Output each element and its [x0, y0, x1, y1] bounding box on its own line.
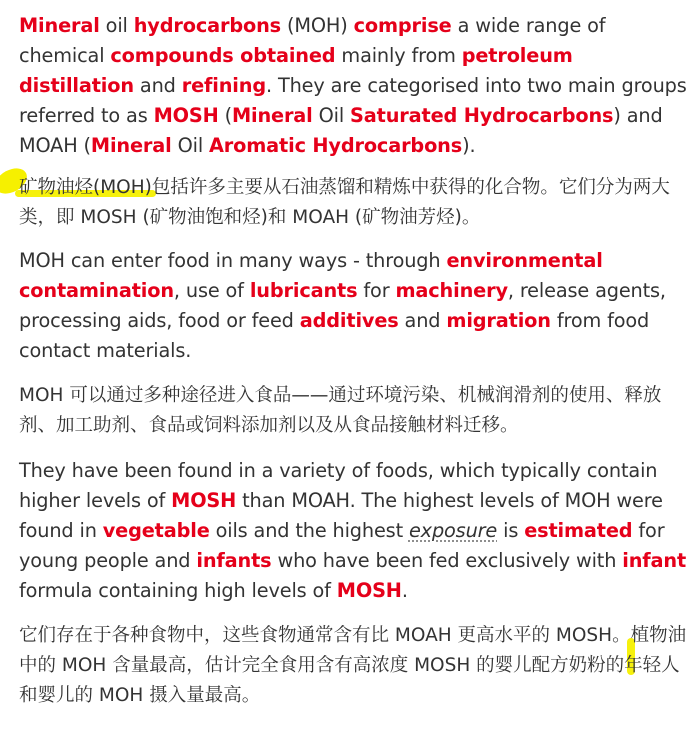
- text-run: 估计完全食用含有高浓度 MOSH 的婴儿配方奶粉的年轻人和婴儿的 MOH 摄入量最高。: [19, 655, 680, 706]
- text-run: 包括许多主要从石油蒸馏和精炼中获得的化合物。它们分为两大类，即 MOSH (矿物油饱和烃)和 MOAH (矿物油芳烃)。: [19, 177, 670, 228]
- text-run: 它们存在于各种食物中，这些食物通常含有比 MOAH 更高水平的 MOSH。: [19, 625, 631, 646]
- text-run: . They are categorised into two main groups referred to as: [19, 74, 687, 127]
- text-run: Oil: [312, 104, 351, 127]
- keyword-term: machinery: [395, 279, 508, 302]
- highlighted-text: 矿物油烃(MOH): [19, 177, 152, 198]
- text-run: and: [398, 309, 447, 332]
- text-run: from food contact materials.: [19, 309, 650, 362]
- glossary-link[interactable]: exposure: [408, 519, 498, 542]
- keyword-term: Mineral: [90, 134, 172, 157]
- keyword-term: estimated: [524, 519, 633, 542]
- keyword-term: additives: [299, 309, 399, 332]
- keyword-term: MOSH: [153, 104, 219, 127]
- keyword-term: comprise: [353, 14, 452, 37]
- text-run: for young people and: [19, 519, 665, 572]
- keyword-term: migration: [446, 309, 551, 332]
- keyword-term: hydrocarbons: [133, 14, 281, 37]
- keyword-term: infants: [196, 549, 272, 572]
- text-run: , use of: [173, 279, 250, 302]
- keyword-term: MOSH: [171, 489, 237, 512]
- paragraph-en-moh-exposure: [19, 456, 690, 606]
- text-run: oils and the highest: [209, 519, 409, 542]
- text-run: MOH can enter food in many ways - through: [19, 249, 447, 272]
- text-run: is: [497, 519, 525, 542]
- paragraph-zh-moh-exposure: [19, 621, 690, 711]
- keyword-term: Mineral: [231, 104, 313, 127]
- paragraph-en-moh-definition: [19, 11, 690, 161]
- text-run: ) and MOAH (: [19, 104, 663, 157]
- keyword-term: Aromatic Hydrocarbons: [209, 134, 463, 157]
- text-run: a wide range of chemical: [19, 14, 606, 67]
- text-run: mainly from: [335, 44, 462, 67]
- keyword-term: lubricants: [249, 279, 358, 302]
- text-run: who have been fed exclusively with: [271, 549, 623, 572]
- text-run: oil: [99, 14, 134, 37]
- paragraph-zh-moh-definition: [19, 173, 690, 233]
- paragraph-zh-moh-sources: [19, 381, 690, 441]
- text-run: They have been found in a variety of foods, which typically contain higher levels of: [19, 459, 658, 512]
- highlighted-text: 植物油中的 MOH 含量最高，: [19, 625, 687, 676]
- text-run: formula containing high levels of: [19, 579, 337, 602]
- keyword-term: compounds obtained: [110, 44, 336, 67]
- text-run: (: [218, 104, 232, 127]
- text-run: for: [357, 279, 396, 302]
- keyword-term: vegetable: [102, 519, 210, 542]
- keyword-term: petroleum distillation: [19, 44, 573, 97]
- text-run: ).: [462, 134, 476, 157]
- keyword-term: MOSH: [336, 579, 402, 602]
- paragraph-en-moh-sources: [19, 246, 690, 366]
- text-run: MOH 可以通过多种途径进入食品——通过环境污染、机械润滑剂的使用、释放剂、加工助剂、食品或饲料添加剂以及从食品接触材料迁移。: [19, 385, 662, 436]
- text-run: , release agents, processing aids, food or feed: [19, 279, 666, 332]
- text-run: (MOH): [280, 14, 354, 37]
- keyword-term: refining: [181, 74, 266, 97]
- text-run: Oil: [171, 134, 210, 157]
- keyword-term: Mineral: [19, 14, 100, 37]
- keyword-term: infant: [622, 549, 687, 572]
- keyword-term: environmental contamination: [19, 249, 603, 302]
- text-run: .: [401, 579, 408, 602]
- text-run: and: [133, 74, 182, 97]
- text-run: than MOAH. The highest levels of MOH were found in: [19, 489, 663, 542]
- keyword-term: Saturated Hydrocarbons: [350, 104, 614, 127]
